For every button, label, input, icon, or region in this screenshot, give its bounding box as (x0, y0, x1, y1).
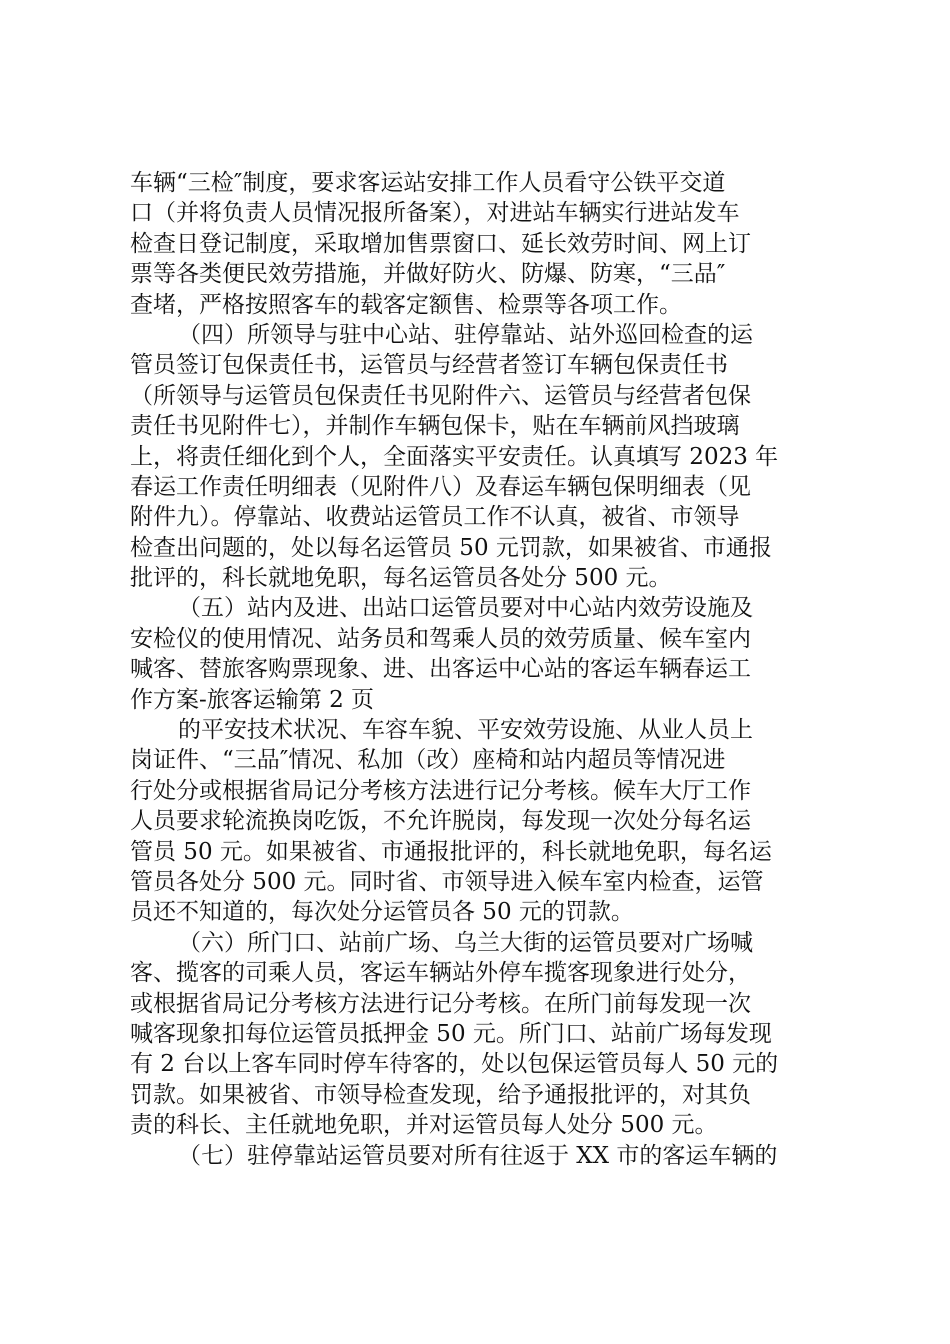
text-line: 春运工作责任明细表（见附件八）及春运车辆包保明细表（见 (130, 473, 751, 500)
text-line: 员还不知道的，每次处分运管员各 50 元的罚款。 (130, 899, 634, 926)
text-line: 批评的，科长就地免职，每名运管员各处分 500 元。 (130, 565, 672, 592)
text-line: 口（并将负责人员情况报所备案），对进站车辆实行进站发车 (130, 200, 740, 227)
text-line: 喊客、替旅客购票现象、进、出客运中心站的客运车辆春运工 (130, 656, 751, 683)
document-body (130, 168, 830, 1171)
text-line: 管员各处分 500 元。同时省、市领导进入候车室内检查，运管 (130, 868, 764, 895)
text-line: 检查日登记制度，采取增加售票窗口、延长效劳时间、网上订 (130, 230, 751, 257)
paragraph-start-line: 的平安技术状况、车容车貌、平安效劳设施、从业人员上 (178, 717, 753, 744)
text-line: 管员签订包保责任书，运管员与经营者签订车辆包保责任书 (130, 352, 728, 379)
text-line: 有 2 台以上客车同时停车待客的，处以包保运管员每人 50 元的 (130, 1051, 779, 1078)
text-line: 管员 50 元。如果被省、市通报批评的，科长就地免职，每名运 (130, 838, 772, 865)
text-line: （所领导与运管员包保责任书见附件六、运管员与经营者包保 (130, 382, 751, 409)
text-line: 罚款。如果被省、市领导检查发现，给予通报批评的，对其负 (130, 1081, 751, 1108)
text-line: 附件九）。停靠站、收费站运管员工作不认真，被省、市领导 (130, 504, 740, 531)
text-line: 安检仪的使用情况、站务员和驾乘人员的效劳质量、候车室内 (130, 625, 751, 652)
paragraph-start-line: （四）所领导与驻中心站、驻停靠站、站外巡回检查的运 (178, 321, 753, 348)
text-line: 人员要求轮流换岗吃饭，不允许脱岗，每发现一次处分每名运 (130, 808, 751, 835)
paragraph-start-line: （六）所门口、站前广场、乌兰大街的运管员要对广场喊 (178, 929, 753, 956)
text-line: 责的科长、主任就地免职，并对运管员每人处分 500 元。 (130, 1112, 718, 1139)
text-line: 岗证件、“三品″情况、私加（改）座椅和站内超员等情况进 (130, 747, 726, 774)
text-line: 客、揽客的司乘人员，客运车辆站外停车揽客现象进行处分， (130, 960, 751, 987)
text-line: 行处分或根据省局记分考核方法进行记分考核。候车大厅工作 (130, 777, 751, 804)
text-line: 或根据省局记分考核方法进行记分考核。在所门前每发现一次 (130, 990, 751, 1017)
text-line: 责任书见附件七），并制作车辆包保卡，贴在车辆前风挡玻璃 (130, 413, 740, 440)
paragraph-start-line: （七）驻停靠站运管员要对所有往返于 XX 市的客运车辆的 (178, 1142, 778, 1169)
paragraph-start-line: （五）站内及进、出站口运管员要对中心站内效劳设施及 (178, 595, 753, 622)
text-line: 检查出问题的，处以每名运管员 50 元罚款，如果被省、市通报 (130, 534, 772, 561)
text-line: 上，将责任细化到个人，全面落实平安责任。认真填写 2023 年 (130, 443, 779, 470)
text-line: 喊客现象扣每位运管员抵押金 50 元。所门口、站前广场每发现 (130, 1020, 772, 1047)
text-line: 查堵，严格按照客车的载客定额售、检票等各项工作。 (130, 291, 682, 318)
text-line: 票等各类便民效劳措施，并做好防火、防爆、防寒，“三品″ (130, 261, 726, 288)
text-line: 车辆“三检″制度，要求客运站安排工作人员看守公铁平交道 (130, 170, 726, 196)
page-footer-line: 作方案-旅客运输第 2 页 (130, 686, 375, 713)
